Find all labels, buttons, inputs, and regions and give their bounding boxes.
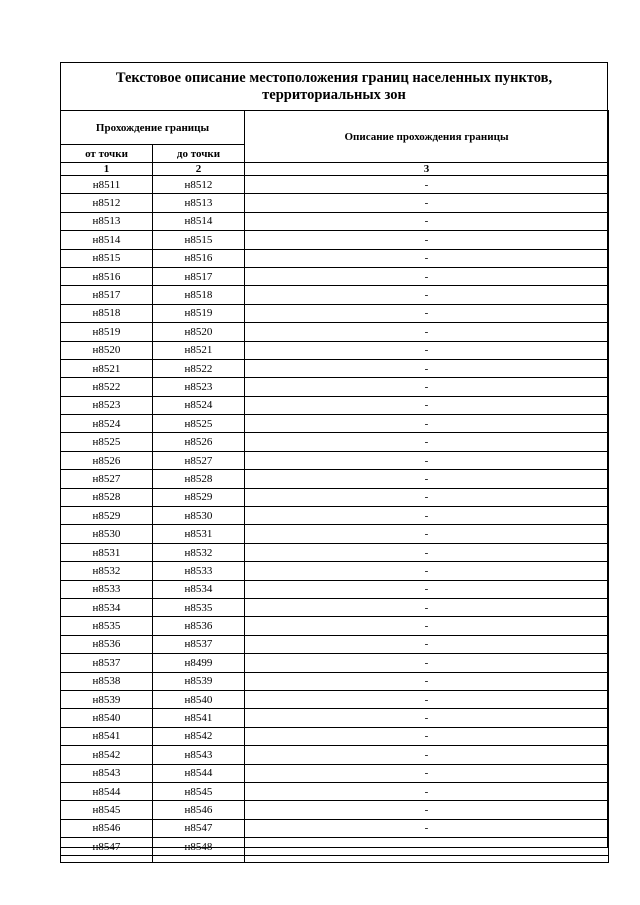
cell-to-point: н8519 [153,304,245,322]
table-row [61,635,609,653]
table-row [61,764,609,782]
header-col-3: 3 [245,163,609,176]
table-row [61,507,609,525]
cell-from-point: н8534 [61,598,153,616]
cell-to-point: н8512 [153,176,245,194]
table-row [61,562,609,580]
table-row [61,323,609,341]
table-row [61,249,609,267]
cell-to-point: н8526 [153,433,245,451]
cell-from-point: н8544 [61,782,153,800]
table-row [61,359,609,377]
table-header-numbers [61,163,609,176]
cell-description: - [245,782,609,800]
cell-description: - [245,304,609,322]
cell-description: - [245,838,609,856]
cell-from-point: н8529 [61,507,153,525]
cell-from-point: н8522 [61,378,153,396]
empty-cell [245,856,609,863]
cell-to-point: н8514 [153,212,245,230]
table-row [61,286,609,304]
table-row [61,341,609,359]
cell-from-point: н8514 [61,231,153,249]
boundary-table [60,110,609,863]
cell-from-point: н8525 [61,433,153,451]
cell-description: - [245,267,609,285]
cell-from-point: н8539 [61,690,153,708]
cell-description: - [245,727,609,745]
table-header-group [61,111,609,145]
table-row [61,212,609,230]
cell-to-point: н8523 [153,378,245,396]
cell-to-point: н8541 [153,709,245,727]
empty-cell [153,856,245,863]
empty-cell [61,856,153,863]
cell-from-point: н8543 [61,764,153,782]
table-row [61,415,609,433]
table-row [61,838,609,856]
cell-to-point: н8547 [153,819,245,837]
cell-to-point: н8533 [153,562,245,580]
table-row [61,176,609,194]
cell-description: - [245,598,609,616]
cell-from-point: н8542 [61,746,153,764]
cell-from-point: н8547 [61,838,153,856]
cell-from-point: н8537 [61,654,153,672]
table-row [61,727,609,745]
table-row [61,543,609,561]
cell-from-point: н8538 [61,672,153,690]
cell-from-point: н8519 [61,323,153,341]
cell-to-point: н8548 [153,838,245,856]
table-row-empty [61,856,609,863]
cell-to-point: н8516 [153,249,245,267]
cell-to-point: н8544 [153,764,245,782]
cell-description: - [245,525,609,543]
cell-from-point: н8527 [61,470,153,488]
cell-to-point: н8517 [153,267,245,285]
cell-description: - [245,690,609,708]
cell-description: - [245,709,609,727]
cell-to-point: н8545 [153,782,245,800]
cell-description: - [245,580,609,598]
cell-description: - [245,764,609,782]
table-row [61,598,609,616]
cell-description: - [245,359,609,377]
table-row [61,746,609,764]
cell-to-point: н8525 [153,415,245,433]
table-row [61,231,609,249]
document-title: Текстовое описание местоположения границ населенных пунктов, территориальных зон [61,63,607,111]
cell-to-point: н8535 [153,598,245,616]
cell-to-point: н8520 [153,323,245,341]
header-to-point: до точки [153,145,245,163]
cell-description: - [245,176,609,194]
cell-from-point: н8528 [61,488,153,506]
cell-from-point: н8513 [61,212,153,230]
cell-to-point: н8539 [153,672,245,690]
cell-to-point: н8513 [153,194,245,212]
cell-to-point: н8537 [153,635,245,653]
table-row [61,709,609,727]
cell-from-point: н8531 [61,543,153,561]
cell-from-point: н8532 [61,562,153,580]
cell-from-point: н8517 [61,286,153,304]
cell-from-point: н8541 [61,727,153,745]
table-row [61,304,609,322]
cell-description: - [245,617,609,635]
cell-description: - [245,507,609,525]
cell-from-point: н8516 [61,267,153,285]
cell-description: - [245,194,609,212]
table-row [61,194,609,212]
cell-description: - [245,635,609,653]
cell-from-point: н8511 [61,176,153,194]
cell-description: - [245,249,609,267]
cell-description: - [245,415,609,433]
table-row [61,267,609,285]
cell-from-point: н8540 [61,709,153,727]
cell-to-point: н8542 [153,727,245,745]
cell-description: - [245,746,609,764]
cell-description: - [245,396,609,414]
cell-to-point: н8540 [153,690,245,708]
cell-description: - [245,543,609,561]
cell-to-point: н8536 [153,617,245,635]
cell-to-point: н8534 [153,580,245,598]
cell-description: - [245,286,609,304]
cell-to-point: н8528 [153,470,245,488]
header-description: Описание прохождения границы [245,111,609,163]
table-row [61,672,609,690]
table-row [61,782,609,800]
cell-description: - [245,488,609,506]
cell-description: - [245,801,609,819]
cell-description: - [245,212,609,230]
cell-from-point: н8530 [61,525,153,543]
cell-from-point: н8533 [61,580,153,598]
cell-description: - [245,819,609,837]
table-row [61,801,609,819]
table-row [61,819,609,837]
cell-from-point: н8520 [61,341,153,359]
table-row [61,488,609,506]
cell-to-point: н8521 [153,341,245,359]
cell-description: - [245,231,609,249]
cell-description: - [245,341,609,359]
cell-from-point: н8526 [61,451,153,469]
cell-from-point: н8512 [61,194,153,212]
cell-from-point: н8546 [61,819,153,837]
header-passage: Прохождение границы [61,111,245,145]
cell-to-point: н8531 [153,525,245,543]
table-row [61,654,609,672]
document-frame [60,62,608,853]
cell-from-point: н8515 [61,249,153,267]
table-row [61,470,609,488]
cell-to-point: н8546 [153,801,245,819]
cell-from-point: н8545 [61,801,153,819]
cell-to-point: н8515 [153,231,245,249]
cell-from-point: н8524 [61,415,153,433]
table-row [61,433,609,451]
cell-to-point: н8518 [153,286,245,304]
cell-from-point: н8518 [61,304,153,322]
table-row [61,378,609,396]
cell-description: - [245,654,609,672]
cell-from-point: н8521 [61,359,153,377]
cell-description: - [245,433,609,451]
cell-to-point: н8530 [153,507,245,525]
cell-description: - [245,562,609,580]
cell-description: - [245,323,609,341]
cell-to-point: н8522 [153,359,245,377]
cell-to-point: н8527 [153,451,245,469]
cell-to-point: н8543 [153,746,245,764]
cell-from-point: н8523 [61,396,153,414]
cell-from-point: н8536 [61,635,153,653]
cell-description: - [245,451,609,469]
cell-to-point: н8529 [153,488,245,506]
cell-from-point: н8535 [61,617,153,635]
table-row [61,617,609,635]
table-row [61,580,609,598]
table-row [61,690,609,708]
cell-to-point: н8524 [153,396,245,414]
table-row [61,451,609,469]
table-row [61,525,609,543]
header-col-1: 1 [61,163,153,176]
table-row [61,396,609,414]
header-col-2: 2 [153,163,245,176]
cell-to-point: н8532 [153,543,245,561]
cell-description: - [245,378,609,396]
cell-description: - [245,672,609,690]
header-from-point: от точки [61,145,153,163]
cell-description: - [245,470,609,488]
cell-to-point: н8499 [153,654,245,672]
